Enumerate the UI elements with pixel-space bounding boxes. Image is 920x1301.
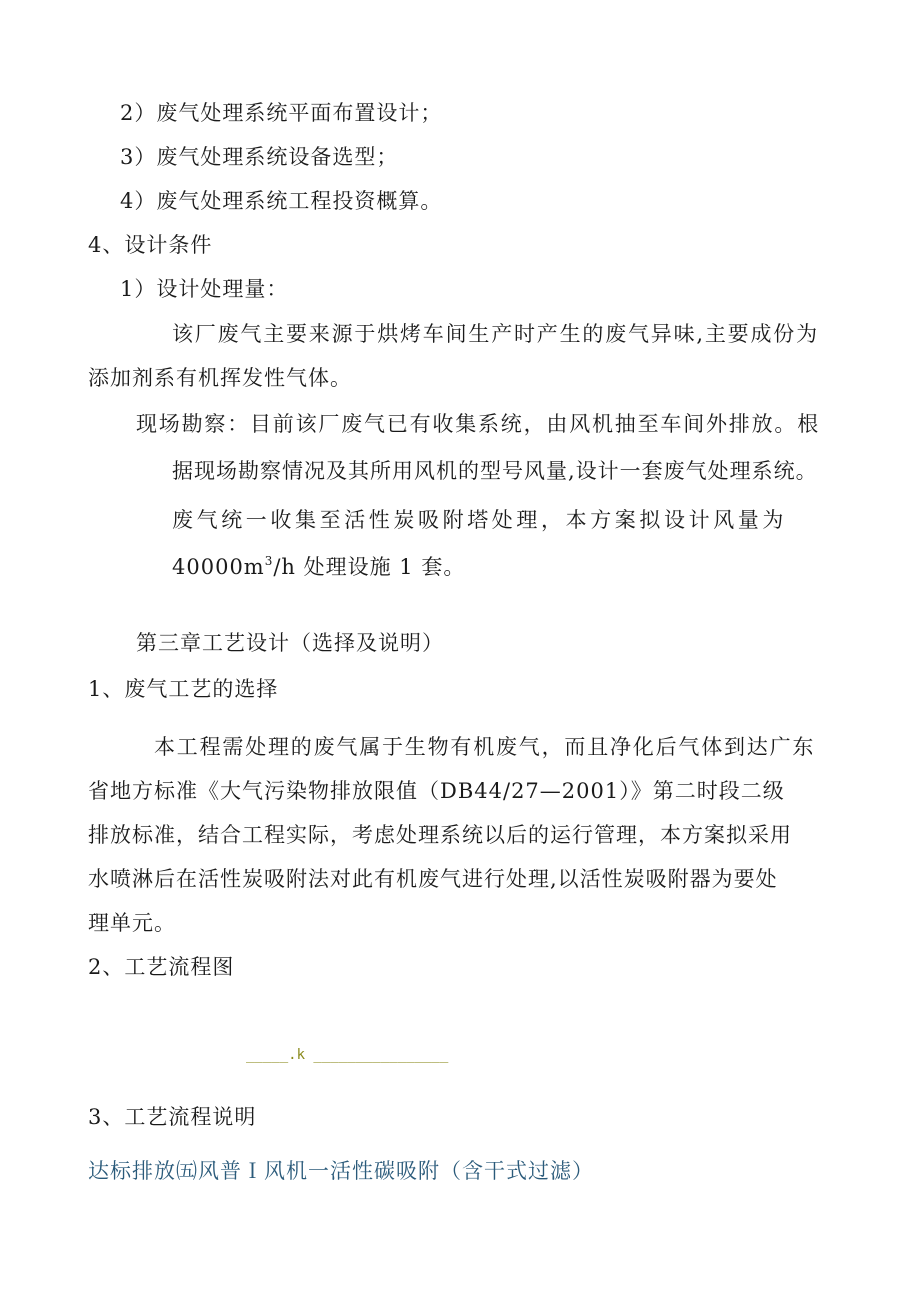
flow-rate-superscript: 3 bbox=[264, 554, 274, 568]
flow-description-text: 达标排放㈤风普Ｉ风机一活性碳吸附（含干式过滤） bbox=[88, 1159, 594, 1183]
paragraph-line: 排放标准，结合工程实际，考虑处理系统以后的运行管理，本方案拟采用 bbox=[88, 823, 792, 847]
chapter-title: 第三章工艺设计（选择及说明） bbox=[136, 631, 444, 655]
subheading-design-capacity: 1）设计处理量： bbox=[120, 277, 289, 301]
survey-line-flow-rate bbox=[172, 553, 465, 581]
survey-line: 据现场勘察情况及其所用风机的型号风量,设计一套废气处理系统。 bbox=[172, 459, 818, 483]
list-item-4: 4）废气处理系统工程投资概算。 bbox=[120, 189, 443, 213]
section-heading-process-selection: 1、废气工艺的选择 bbox=[88, 677, 279, 701]
paragraph-line: 省地方标准《大气污染物排放限值（DB44/27—2001）》第二时段二级 bbox=[88, 779, 785, 803]
section-heading-flow-chart: 2、工艺流程图 bbox=[88, 955, 235, 979]
paragraph-line: 本工程需处理的废气属于生物有机废气，而且净化后气体到达广东 bbox=[154, 735, 816, 759]
survey-line: 废气统一收集至活性炭吸附塔处理，本方案拟设计风量为 bbox=[172, 508, 787, 532]
flow-chart-fragment: _____.k ________________ bbox=[246, 1047, 449, 1063]
flow-rate-value: 40000m bbox=[172, 555, 265, 579]
flow-rate-suffix: /h 处理设施 1 套。 bbox=[273, 555, 466, 579]
survey-line: 现场勘察：目前该厂废气已有收集系统，由风机抽至车间外排放。根 bbox=[136, 412, 820, 436]
section-heading-flow-description: 3、工艺流程说明 bbox=[88, 1105, 257, 1129]
list-item-3: 3）废气处理系统设备选型； bbox=[120, 145, 399, 169]
paragraph-line: 该厂废气主要来源于烘烤车间生产时产生的废气异味,主要成份为 bbox=[172, 322, 819, 346]
paragraph-line: 水喷淋后在活性炭吸附法对此有机废气进行处理,以活性炭吸附器为要处 bbox=[88, 867, 778, 891]
paragraph-line: 理单元。 bbox=[88, 911, 176, 935]
paragraph-line: 添加剂系有机挥发性气体。 bbox=[88, 366, 352, 390]
section-heading-design-conditions: 4、设计条件 bbox=[88, 233, 213, 257]
list-item-2: 2）废气处理系统平面布置设计； bbox=[120, 101, 443, 125]
